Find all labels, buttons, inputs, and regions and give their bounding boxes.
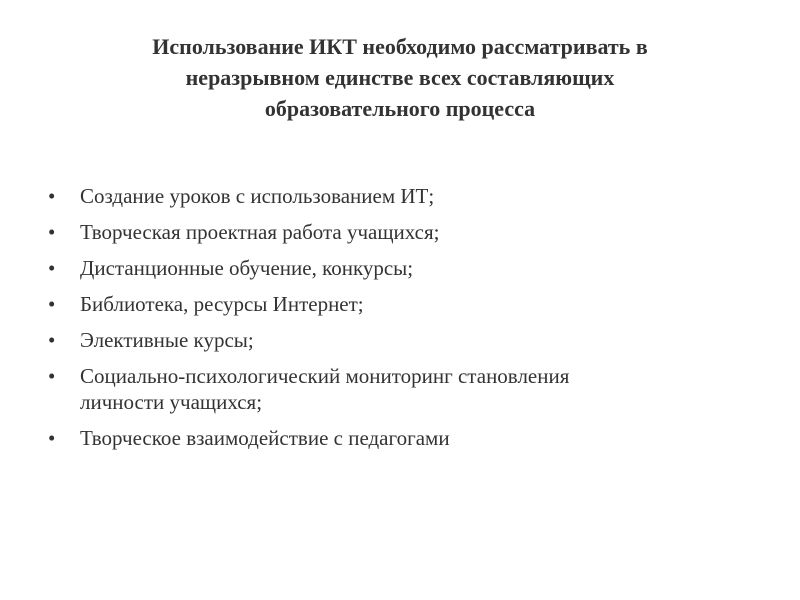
- bullet-icon: •: [48, 220, 56, 244]
- bullet-icon: •: [48, 184, 56, 208]
- bullet-icon: •: [48, 426, 56, 450]
- bullet-item-distance-learning: [48, 255, 748, 281]
- bullet-item-library: [48, 291, 748, 317]
- bullet-item-monitoring: [48, 363, 748, 415]
- bullet-text-continuation: личности учащихся;: [80, 390, 263, 414]
- bullet-list: [48, 183, 748, 461]
- bullet-item-project-work: [48, 219, 748, 245]
- title-line-2: неразрывном единстве всех составляющих: [185, 65, 615, 90]
- bullet-text: Библиотека, ресурсы Интернет;: [80, 292, 364, 316]
- title-line-1: Использование ИКТ необходимо рассматривать в: [152, 34, 648, 59]
- bullet-icon: •: [48, 364, 56, 388]
- bullet-text: Социально-психологический мониторинг становления: [80, 364, 570, 388]
- bullet-text: Создание уроков с использованием ИТ;: [80, 184, 435, 208]
- bullet-text: Творческая проектная работа учащихся;: [80, 220, 440, 244]
- bullet-icon: •: [48, 328, 56, 352]
- bullet-text: Элективные курсы;: [80, 328, 254, 352]
- slide-title: [60, 31, 740, 124]
- bullet-text: Дистанционные обучение, конкурсы;: [80, 256, 414, 280]
- title-line-3: образовательного процесса: [264, 96, 536, 121]
- bullet-text: Творческое взаимодействие с педагогами: [80, 426, 450, 450]
- bullet-item-electives: [48, 327, 748, 353]
- bullet-item-teacher-interaction: [48, 425, 748, 451]
- bullet-item-lessons: [48, 183, 748, 209]
- bullet-icon: •: [48, 256, 56, 280]
- bullet-icon: •: [48, 292, 56, 316]
